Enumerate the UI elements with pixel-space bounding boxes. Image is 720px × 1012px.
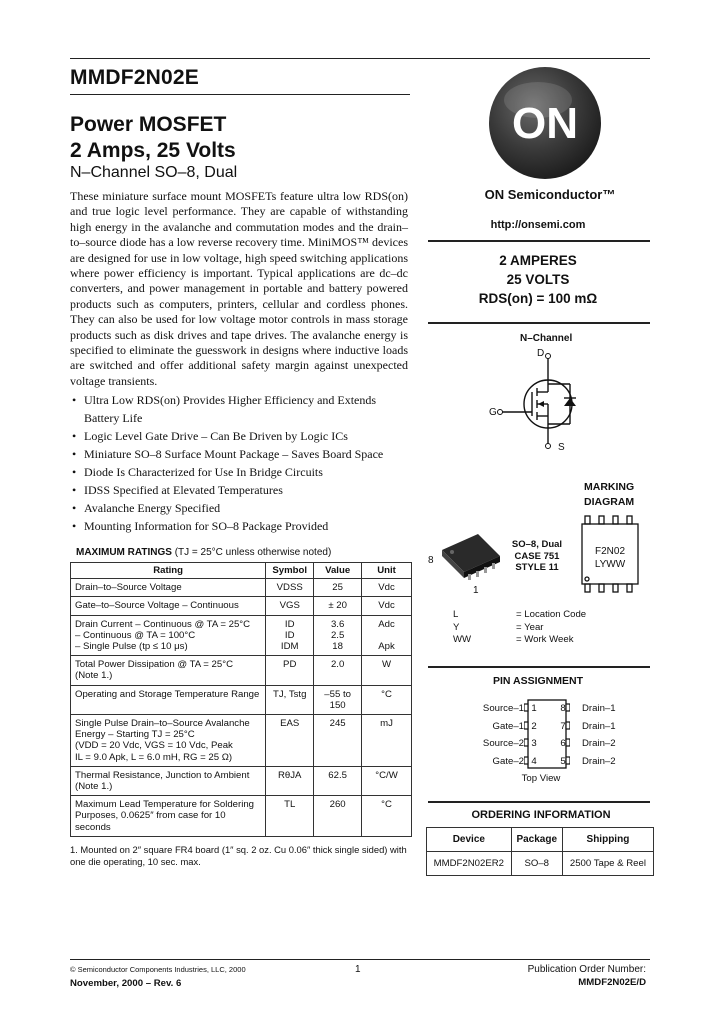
title-line-2: 2 Amps, 25 Volts	[70, 139, 236, 162]
value-cell: –55 to 150	[314, 685, 362, 714]
mosfet-symbol	[484, 344, 594, 461]
table-header-row	[427, 828, 654, 852]
symbol-cell: TJ, Tstg	[266, 685, 314, 714]
unit-cell: °C/W	[362, 766, 412, 795]
rating-cell: Gate–to–Source Voltage – Continuous	[71, 597, 266, 615]
table-row	[71, 656, 412, 685]
marking-code	[582, 545, 638, 571]
table-row	[71, 597, 412, 615]
marking-title: MARKING DIAGRAM	[584, 481, 635, 508]
table-row	[71, 715, 412, 767]
legend-row	[453, 634, 586, 647]
key-specs	[428, 251, 648, 308]
table-row	[71, 685, 412, 714]
rating-cell: Thermal Resistance, Junction to Ambient (Note 1.)	[71, 766, 266, 795]
value-cell: 62.5	[314, 766, 362, 795]
logo-text: ON	[512, 99, 578, 148]
publication-number: MMDF2N02E/D	[578, 977, 646, 988]
legend-desc: = Work Week	[516, 634, 574, 645]
pin-right-name: Drain–2	[582, 738, 616, 749]
symbol-cell: TL	[266, 796, 314, 837]
spec-amperes: 2 AMPERES	[499, 253, 577, 268]
col-rating: Rating	[71, 563, 266, 579]
rating-cell: Drain Current – Continuous @ TA = 25°C – Continuous @ TA = 100°C – Single Pulse (tp ≤ 10 μs)	[71, 615, 266, 656]
pin-right-number: 7	[560, 721, 566, 732]
unit-cell: Adc Apk	[362, 615, 412, 656]
feature-item: • Avalanche Energy Specified	[70, 499, 410, 517]
legend-desc: = Year	[516, 621, 544, 633]
value-cell: 260	[314, 796, 362, 837]
spec-volts: 25 VOLTS	[506, 272, 570, 287]
pin-row	[428, 738, 648, 750]
description: These miniature surface mount MOSFETs feature ultra low RDS(on) and true logic level performance. They are capable of withstanding high energy in the avalanche and commutation modes and the drain–to–source diode has a low reverse recovery time. MiniMOS™ devices are designed for use in low voltage, high speed switching applications where power efficiency is important. Typical applications are dc–dc converters, and power management in portable and battery powered products such as computers, printers, cellular and cordless phones. They can also be used for low voltage motor controls in mass storage products such as disk drives and tape drives. The avalanche energy is specified to eliminate the guesswork in designs where inductive loads are switched and offer additional safety margin against unexpected voltage transients.	[70, 189, 408, 388]
website-url[interactable]: http://onsemi.com	[490, 219, 586, 231]
max-ratings-table	[70, 562, 412, 837]
pin-left-number: 2	[531, 721, 537, 732]
channel-label: N–Channel	[520, 333, 573, 344]
package-cell: SO–8	[511, 852, 562, 876]
col-device: Device	[427, 828, 512, 852]
ordering-table	[426, 827, 654, 876]
device-cell: MMDF2N02ER2	[427, 852, 512, 876]
pin-right-name: Drain–1	[582, 721, 616, 732]
pin-right-name: Drain–1	[582, 703, 616, 714]
spec-rdson: RDS(on) = 100 mΩ	[478, 291, 598, 306]
col-unit: Unit	[362, 563, 412, 579]
table-note: 1. Mounted on 2″ square FR4 board (1″ sq. 2 oz. Cu 0.06″ thick single sided) with one die operating, 10 sec. max.	[70, 844, 407, 867]
feature-item: • Ultra Low RDS(on) Provides Higher Efficiency and Extends Battery Life	[70, 391, 410, 427]
pin-right-number: 8	[560, 703, 566, 714]
value-cell: 2.0	[314, 656, 362, 685]
feature-item: • Diode Is Characterized for Use In Bridge Circuits	[70, 463, 410, 481]
table-header-row	[71, 563, 412, 579]
legend-key: WW	[453, 634, 472, 645]
company-name: ON Semiconductor™	[484, 187, 616, 202]
feature-item: • Miniature SO–8 Surface Mount Package – Saves Board Space	[70, 445, 410, 463]
pin-left-number: 4	[531, 756, 537, 767]
page-number: 1	[355, 964, 361, 975]
table-row	[71, 579, 412, 597]
ordering-title: ORDERING INFORMATION	[471, 809, 611, 821]
so8-package-image	[438, 530, 504, 589]
value-cell: 3.6 2.5 18	[314, 615, 362, 656]
gate-label: G	[489, 407, 497, 418]
legend-row	[453, 622, 586, 635]
rating-cell: Single Pulse Drain–to–Source Avalanche Energy – Starting TJ = 25°C (VDD = 20 Vdc, VGS = 10 Vdc, Peak IL = 9.0 Apk, L = 6.0 mH, RG = 25 Ω)	[71, 715, 266, 767]
symbol-cell: VDSS	[266, 579, 314, 597]
on-logo	[486, 64, 604, 187]
max-ratings-title: MAXIMUM RATINGS (TJ = 25°C unless otherwise noted)	[76, 547, 332, 558]
pin-right-number: 5	[560, 756, 566, 767]
drain-label: D	[537, 348, 545, 359]
pin-left-name: Gate–1	[492, 721, 524, 732]
source-label: S	[558, 442, 565, 453]
marking-legend	[453, 609, 586, 647]
part-number: MMDF2N02E	[70, 66, 199, 89]
legend-key: L	[453, 609, 459, 620]
top-view-label: Top View	[521, 773, 561, 784]
col-symbol: Symbol	[266, 563, 314, 579]
col-value: Value	[314, 563, 362, 579]
revision-date: November, 2000 – Rev. 6	[70, 978, 182, 989]
publication-label: Publication Order Number:	[527, 964, 646, 975]
legend-row	[453, 609, 586, 622]
unit-cell: mJ	[362, 715, 412, 767]
value-cell: 25	[314, 579, 362, 597]
feature-item: • IDSS Specified at Elevated Temperatures	[70, 481, 410, 499]
value-cell: ± 20	[314, 597, 362, 615]
pin-left-name: Source–1	[482, 703, 524, 714]
unit-cell: W	[362, 656, 412, 685]
col-package: Package	[511, 828, 562, 852]
rating-cell: Total Power Dissipation @ TA = 25°C (Note 1.)	[71, 656, 266, 685]
unit-cell: Vdc	[362, 579, 412, 597]
pin-left-name: Gate–2	[492, 756, 524, 767]
feature-item: • Logic Level Gate Drive – Can Be Driven by Logic ICs	[70, 427, 410, 445]
copyright: © Semiconductor Components Industries, LLC, 2000	[70, 965, 246, 974]
pin-left-number: 3	[531, 738, 537, 749]
symbol-cell: EAS	[266, 715, 314, 767]
table-row	[71, 615, 412, 656]
marking-line-2: LYWW	[594, 559, 626, 570]
rating-cell: Operating and Storage Temperature Range	[71, 685, 266, 714]
title-line-1: Power MOSFET	[70, 113, 227, 136]
unit-cell: °C	[362, 796, 412, 837]
title-line-3: N–Channel SO–8, Dual	[70, 164, 238, 181]
symbol-cell: RθJA	[266, 766, 314, 795]
symbol-cell: PD	[266, 656, 314, 685]
rating-cell: Maximum Lead Temperature for Soldering Purposes, 0.0625″ from case for 10 seconds	[71, 796, 266, 837]
symbol-cell: VGS	[266, 597, 314, 615]
symbol-cell: ID ID IDM	[266, 615, 314, 656]
package-case-label: SO–8, Dual CASE 751 STYLE 11	[511, 539, 563, 573]
pin-row	[428, 703, 648, 715]
pin-row	[428, 721, 648, 733]
table-row	[71, 796, 412, 837]
marking-line-1: F2N02	[594, 546, 625, 557]
table-row	[427, 852, 654, 876]
pin-left-number: 1	[531, 703, 537, 714]
pin-left-name: Source–2	[482, 738, 524, 749]
pin-right-number: 6	[560, 738, 566, 749]
pin-row	[428, 756, 648, 768]
unit-cell: Vdc	[362, 597, 412, 615]
table-row	[71, 766, 412, 795]
unit-cell: °C	[362, 685, 412, 714]
pin-assignment-title: PIN ASSIGNMENT	[492, 675, 584, 687]
legend-key: Y	[453, 621, 460, 633]
value-cell: 245	[314, 715, 362, 767]
rating-cell: Drain–to–Source Voltage	[71, 579, 266, 597]
feature-list	[70, 391, 410, 535]
shipping-cell: 2500 Tape & Reel	[562, 852, 653, 876]
col-shipping: Shipping	[562, 828, 653, 852]
legend-desc: = Location Code	[516, 609, 587, 620]
pin-right-name: Drain–2	[582, 756, 616, 767]
package-pin8-label: 8	[428, 555, 434, 566]
package-pin1-label: 1	[473, 585, 479, 596]
feature-item: • Mounting Information for SO–8 Package Provided	[70, 517, 410, 535]
